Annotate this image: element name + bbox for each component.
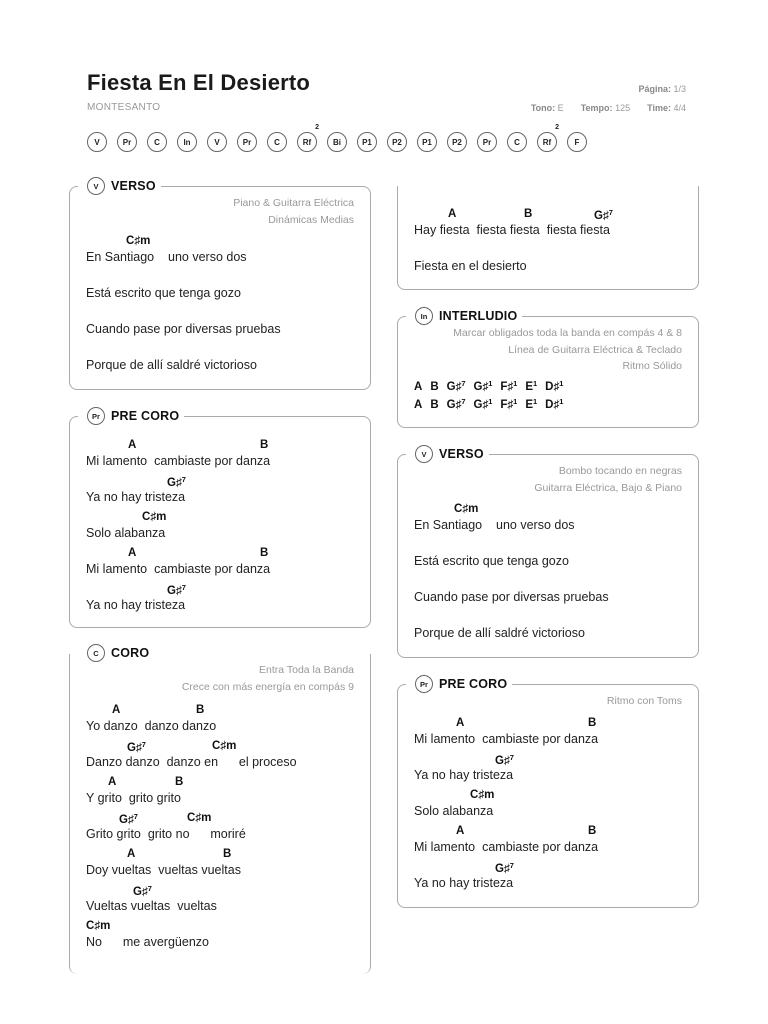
chord-symbol [495,753,514,767]
chord-symbol [119,812,138,826]
chord-symbol [127,848,135,860]
roadmap-section-pill[interactable] [357,132,377,152]
chord-root: G [495,863,504,875]
lyric-text: Solo alabanza [414,804,494,818]
section-badge: Pr [87,407,105,425]
lyric-text: Mi lamento cambiaste por danza [86,562,271,576]
chord-row [414,753,694,767]
roadmap-pill-label: V [214,137,220,147]
lyric-line [86,848,366,878]
roadmap-section-pill[interactable] [87,132,107,152]
chord-accidental: ♯ [141,886,148,898]
chord-accidental: ♯ [482,399,489,411]
roadmap-pill-label: C [514,137,520,147]
chord-extension: 7 [133,812,138,821]
chord-root: G [167,477,176,489]
lyric-text: Ya no hay tristeza [86,490,186,504]
lyric-line [414,208,694,238]
chord-root: B [175,776,184,788]
chord-root: F [500,399,508,411]
roadmap-pill-label: V [94,137,100,147]
lyric-line [86,322,366,352]
chord-root: D [545,399,554,411]
chord-row [414,208,694,222]
chord-accidental: ♯ [553,399,560,411]
chord-root: C [187,812,196,824]
chord-symbol [260,439,268,451]
chord-row [86,740,366,754]
chord-root: E [525,399,533,411]
lyric-text: Yo danzo danzo danzo [86,719,217,733]
roadmap-pill-label: Pr [122,137,132,147]
chord-extension: 1 [559,379,564,388]
lyric-line [414,626,694,656]
lyric-line [86,884,366,914]
lyric-line [86,439,366,469]
chord-accidental: ♯ [455,399,462,411]
chord-accidental: ♯ [553,381,560,393]
roadmap-section-pill[interactable] [237,132,257,152]
chord-row [86,583,366,597]
chord-symbol [474,397,493,411]
chord-accidental: ♯ [175,585,182,597]
chord-symbol [474,379,493,393]
section-header [78,643,154,663]
chord-extension: 7 [181,583,186,592]
chord-root: B [524,208,533,220]
chord-accidental: ♯m [220,740,237,752]
roadmap-section-pill[interactable] [417,132,437,152]
section-header [406,306,522,326]
chord-symbol [430,381,438,393]
key-value: E [557,103,564,113]
chord-row [414,789,694,803]
chord-symbol [454,503,478,515]
chord-symbol [594,208,613,222]
section-notes [233,195,354,228]
chord-symbol [187,812,211,824]
chord-extension: 7 [141,740,146,749]
roadmap-pill-label: Pr [482,137,492,147]
chord-root: B [260,439,269,451]
chord-accidental: ♯ [135,742,142,754]
lyric-text: Ya no hay tristeza [414,876,514,890]
lyric-line [414,861,694,891]
chord-symbol [545,379,563,393]
chord-symbol [524,208,532,220]
chord-root: B [196,704,205,716]
chord-accidental: ♯ [507,399,514,411]
chord-accidental: ♯m [134,235,151,247]
chord-root: G [119,814,128,826]
section-note: Entra Toda la Banda [259,664,354,676]
roadmap-section-pill[interactable] [447,132,467,152]
section-name: PRE CORO [111,409,180,423]
section-interludio [397,309,699,428]
chord-root: A [414,381,423,393]
chord-row [86,475,366,489]
section-header [406,674,512,694]
lyric-line [86,286,366,316]
chord-symbol [126,235,150,247]
chord-root: B [588,717,597,729]
chord-symbol [495,861,514,875]
chord-extension: 1 [488,379,493,388]
chord-root: A [128,439,137,451]
chord-row [86,439,366,453]
chord-symbol [167,583,186,597]
chord-extension: 1 [533,397,538,406]
chord-symbol [175,776,183,788]
chord-root: A [448,208,457,220]
section-badge: V [415,445,433,463]
chord-symbol [470,789,494,801]
lyric-text: Fiesta en el desierto [414,259,527,273]
chord-accidental: ♯ [482,381,489,393]
section-header [78,176,161,196]
chord-symbol [142,511,166,523]
section-note: Marcar obligados toda la banda en compás 4 & 8 [453,327,682,339]
chord-accidental: ♯m [195,812,212,824]
chord-root: A [127,848,136,860]
lyric-text: Danzo danzo danzo en el proceso [86,755,297,769]
chord-root: G [473,399,483,411]
lyric-line [86,475,366,505]
chord-row [86,920,366,934]
chord-symbol [430,399,438,411]
chord-extension: 7 [461,379,466,388]
roadmap-section-pill[interactable] [297,124,319,152]
section-header [406,444,489,464]
section-note: Dinámicas Medias [268,213,354,226]
lyric-text: Vueltas vueltas vueltas [86,899,217,913]
lyric-line [86,511,366,541]
roadmap-pill-label: C [274,137,280,147]
section-pre-coro-1 [69,409,371,628]
lyric-line [86,920,366,950]
lyric-line [414,789,694,819]
roadmap-pill-label: P2 [452,137,462,147]
chord-symbol [447,379,466,393]
chord-accidental: ♯ [127,814,134,826]
lyric-line [86,740,366,770]
chord-accidental: ♯ [455,381,462,393]
chord-row [86,884,366,898]
chord-root: B [223,848,232,860]
chord-accidental: ♯ [602,210,609,222]
repeat-count: 2 [315,124,319,131]
roadmap-pill-label: P1 [362,137,372,147]
chord-symbol [128,439,136,451]
section-notes [607,693,682,710]
chord-root: B [588,825,597,837]
section-name: INTERLUDIO [439,309,518,323]
lyric-line [414,825,694,855]
chord-root: G [133,886,142,898]
tempo-label: Tempo: [580,103,613,113]
chord-root: B [430,399,439,411]
lyric-text: En Santiago uno verso dos [86,250,247,264]
lyric-text: Mi lamento cambiaste por danza [414,732,599,746]
section-badge: V [87,177,105,195]
instrumental-chord-row [414,397,571,413]
roadmap-section-pill[interactable] [177,132,197,152]
roadmap-section-pill[interactable] [567,132,587,152]
chord-root: C [212,740,221,752]
chord-symbol [223,848,231,860]
chord-extension: 1 [559,397,564,406]
chord-accidental: ♯ [507,381,514,393]
chord-root: C [86,920,95,932]
chord-extension: 1 [513,397,518,406]
section-name: CORO [111,646,150,660]
chord-root: B [430,381,439,393]
lyric-text: Cuando pase por diversas pruebas [414,590,609,604]
repeat-count: 2 [555,124,559,131]
section-name: PRE CORO [439,677,508,691]
chord-root: A [128,547,137,559]
section-note: Bombo tocando en negras [558,465,682,477]
lyric-text: Ya no hay tristeza [86,598,186,612]
lyric-line [86,583,366,613]
lyric-text: No me avergüenzo [86,935,209,949]
chord-symbol [108,776,116,788]
chord-row [86,547,366,561]
instrumental-chord-row [414,379,571,395]
page-indicator [638,84,686,94]
lyric-text: Doy vueltas vueltas vueltas [86,863,241,877]
chord-root: B [260,547,269,559]
roadmap-pill-label: Pr [242,137,252,147]
roadmap-pill-label: C [154,137,160,147]
lyric-line [414,554,694,584]
roadmap-section-pill[interactable] [507,132,527,152]
chord-row [414,825,694,839]
chord-root: D [545,381,554,393]
chord-symbol [133,884,152,898]
section-note: Ritmo con Toms [606,695,682,707]
roadmap-pill-label: Rf [542,137,552,147]
section-notes [453,325,682,375]
chord-root: C [142,511,151,523]
lyric-text: Ya no hay tristeza [414,768,514,782]
chord-root: C [470,789,479,801]
lyric-text: Porque de allí saldré victorioso [86,358,257,372]
lyric-text: Cuando pase por diversas pruebas [86,322,281,336]
chord-accidental: ♯m [94,920,111,932]
lyric-line [414,590,694,620]
chord-extension: 7 [147,884,152,893]
chord-symbol [196,704,204,716]
lyric-line [86,358,366,388]
chord-root: E [525,381,533,393]
chord-root: A [112,704,121,716]
chord-accidental: ♯ [175,477,182,489]
section-verso-1 [69,179,371,390]
tempo-value: 125 [615,103,631,113]
song-roadmap [87,124,587,153]
chord-root: G [167,585,176,597]
chord-row [86,812,366,826]
chord-symbol [588,825,596,837]
chord-root: G [446,399,456,411]
chord-root: C [126,235,135,247]
song-title: Fiesta En El Desierto [87,70,311,95]
chord-symbol [212,740,236,752]
time-label: Time: [647,103,671,113]
section-note: Guitarra Eléctrica, Bajo & Piano [534,481,682,494]
chord-symbol [500,397,517,411]
chord-row [414,717,694,731]
chord-root: F [500,381,508,393]
chord-extension: 1 [488,397,493,406]
chord-extension: 7 [509,861,514,870]
section-note: Línea de Guitarra Eléctrica & Teclado [508,343,682,356]
roadmap-pill-label: P1 [422,137,432,147]
section-header [78,406,184,426]
chord-row [86,511,366,525]
chord-symbol [112,704,120,716]
lyric-text: Grito grito grito no moriré [86,827,246,841]
lyric-text: Mi lamento cambiaste por danza [414,840,599,854]
section-note: Piano & Guitarra Eléctrica [233,197,354,209]
chord-root: G [446,381,456,393]
chord-symbol [447,397,466,411]
chord-row [86,704,366,718]
chord-extension: 7 [509,753,514,762]
roadmap-pill-label: F [574,137,580,147]
chord-root: G [473,381,483,393]
roadmap-section-pill[interactable] [537,124,559,152]
time-value: 4/4 [673,103,686,113]
roadmap-section-pill[interactable] [207,132,227,152]
chord-accidental: ♯m [462,503,479,515]
chord-symbol [128,547,136,559]
chord-root: G [127,742,136,754]
chord-extension: 1 [513,379,518,388]
chord-extension: 7 [461,397,466,406]
section-badge: Pr [415,675,433,693]
page-label: Página: [638,84,671,94]
lyric-text: Mi lamento cambiaste por danza [86,454,271,468]
section-name: VERSO [439,447,484,461]
section-notes [182,662,354,695]
lyric-line [414,259,694,289]
roadmap-pill-label: In [183,137,191,147]
chord-extension: 1 [533,379,538,388]
roadmap-section-pill[interactable] [477,132,497,152]
section-pre-coro-2 [397,677,699,908]
chord-root: A [108,776,117,788]
chord-symbol [86,920,110,932]
lyric-line [86,812,366,842]
chord-root: G [594,210,603,222]
chord-row [86,776,366,790]
chord-symbol [414,381,422,393]
section-note: Ritmo Sólido [622,360,682,372]
section-coro-1 [69,646,371,974]
section-verso-2 [397,447,699,658]
lyric-line [86,776,366,806]
chord-symbol [414,399,422,411]
lyric-text: Hay fiesta fiesta fiesta fiesta fiesta [414,223,610,237]
lyric-text: Y grito grito grito [86,791,181,805]
section-notes [534,463,682,496]
lyric-text: Está escrito que tenga gozo [86,286,241,300]
lyric-line [414,717,694,747]
roadmap-section-pill[interactable] [267,132,287,152]
chord-row [86,235,366,249]
roadmap-pill-label: P2 [392,137,402,147]
chord-root: A [456,825,465,837]
chord-symbol [545,397,563,411]
chord-symbol [588,717,596,729]
roadmap-section-pill[interactable] [147,132,167,152]
chord-accidental: ♯ [503,863,510,875]
lyric-text: En Santiago uno verso dos [414,518,575,532]
chord-symbol [525,397,537,411]
chord-accidental: ♯ [503,755,510,767]
chord-symbol [127,740,146,754]
song-meta [531,103,686,113]
lyric-line [86,235,366,265]
chord-accidental: ♯m [150,511,167,523]
section-badge: In [415,307,433,325]
chord-extension: 7 [608,208,613,217]
lyric-line [86,547,366,577]
roadmap-pill-label: Rf [302,137,312,147]
roadmap-section-pill[interactable] [117,132,137,152]
lyric-line [414,753,694,783]
chord-root: A [414,399,423,411]
chord-extension: 7 [181,475,186,484]
chord-row [414,861,694,875]
lyric-text: Está escrito que tenga gozo [414,554,569,568]
chord-symbol [260,547,268,559]
chord-row [86,848,366,862]
roadmap-section-pill[interactable] [327,132,347,152]
roadmap-pill-label: Bi [333,137,341,147]
key-label: Tono: [530,103,556,113]
section-coro-1-continued [397,186,699,290]
chord-root: G [495,755,504,767]
section-badge: C [87,644,105,662]
chord-root: C [454,503,463,515]
section-note: Crece con más energía en compás 9 [181,680,354,693]
chord-accidental: ♯m [478,789,495,801]
chord-symbol [456,717,464,729]
chord-symbol [167,475,186,489]
chord-symbol [456,825,464,837]
lyric-line [86,704,366,734]
lyric-line [414,503,694,533]
chord-symbol [448,208,456,220]
artist-name: MONTESANTO [87,102,161,113]
lyric-text: Solo alabanza [86,526,166,540]
chord-root: A [456,717,465,729]
section-name: VERSO [111,179,156,193]
chord-symbol [525,379,537,393]
chord-symbol [500,379,517,393]
page-value: 1/3 [673,84,686,94]
roadmap-section-pill[interactable] [387,132,407,152]
chord-row [414,503,694,517]
lyric-text: Porque de allí saldré victorioso [414,626,585,640]
